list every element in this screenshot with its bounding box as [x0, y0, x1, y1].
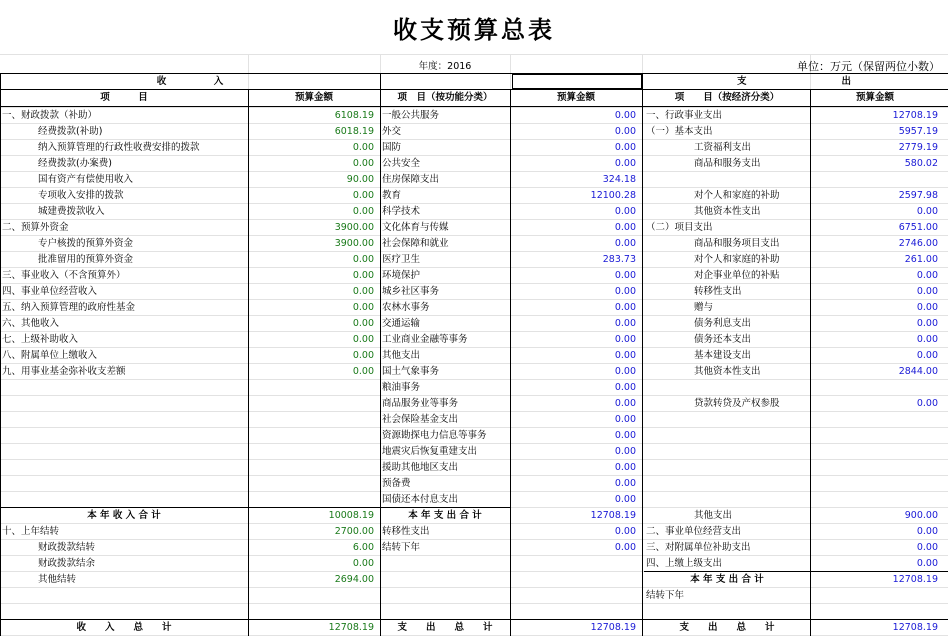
income-section-header: 收 入 — [156, 76, 224, 87]
amount-cell[interactable]: 0.00 — [352, 350, 374, 361]
amount-cell[interactable]: 6018.19 — [334, 126, 374, 137]
amount-cell[interactable]: 12100.28 — [590, 190, 636, 201]
amount-cell[interactable] — [510, 556, 642, 572]
item-cell[interactable] — [0, 604, 248, 620]
amount-cell[interactable]: 0.00 — [916, 270, 938, 281]
item-cell[interactable]: 六、其他收入 — [2, 318, 60, 329]
amount-cell[interactable] — [248, 460, 380, 476]
item-cell[interactable]: 商品和服务支出 — [694, 158, 761, 169]
amount-cell[interactable]: 0.00 — [352, 334, 374, 345]
item-cell[interactable]: 城建费拨款收入 — [38, 206, 105, 217]
amount-cell[interactable] — [248, 444, 380, 460]
amount-cell[interactable]: 12708.19 — [892, 574, 938, 585]
amount-cell[interactable] — [810, 460, 944, 476]
amount-cell[interactable] — [248, 428, 380, 444]
item-cell[interactable]: 四、上缴上级支出 — [646, 558, 723, 569]
item-cell[interactable]: 一般公共服务 — [382, 110, 440, 121]
item-cell[interactable]: 本 年 支 出 合 计 — [690, 574, 764, 585]
item-cell[interactable]: 九、用事业基金弥补收支差额 — [2, 366, 126, 377]
item-cell[interactable]: 其他资本性支出 — [694, 206, 761, 217]
amount-cell[interactable]: 0.00 — [916, 398, 938, 409]
item-cell[interactable]: 十、上年结转 — [2, 526, 60, 537]
item-cell[interactable]: 援助其他地区支出 — [382, 462, 459, 473]
item-cell[interactable]: 批准留用的预算外资金 — [38, 254, 134, 265]
amount-cell[interactable]: 0.00 — [614, 286, 636, 297]
item-cell[interactable] — [644, 412, 810, 428]
amount-cell[interactable] — [810, 444, 944, 460]
item-cell[interactable]: 医疗卫生 — [382, 254, 421, 265]
item-cell[interactable]: 支 出 总 计 — [397, 622, 493, 633]
amount-cell[interactable] — [510, 588, 642, 604]
amount-cell[interactable]: 0.00 — [614, 318, 636, 329]
item-cell[interactable] — [644, 444, 810, 460]
amount-cell[interactable]: 12708.19 — [892, 622, 938, 633]
amount-cell[interactable]: 2694.00 — [334, 574, 374, 585]
amount-cell[interactable] — [248, 588, 380, 604]
item-cell[interactable]: （一）基本支出 — [646, 126, 713, 137]
col-header-item: 项 目 — [100, 92, 148, 103]
item-cell[interactable] — [0, 428, 248, 444]
item-cell[interactable]: 其他支出 — [382, 350, 421, 361]
amount-cell[interactable]: 2779.19 — [898, 142, 938, 153]
item-cell[interactable]: 国土气象事务 — [382, 366, 440, 377]
border-line — [642, 73, 643, 636]
item-cell[interactable]: 国债还本付息支出 — [382, 494, 459, 505]
amount-cell[interactable] — [810, 380, 944, 396]
amount-cell[interactable] — [810, 412, 944, 428]
amount-cell[interactable]: 3900.00 — [334, 238, 374, 249]
amount-cell[interactable]: 0.00 — [916, 318, 938, 329]
amount-cell[interactable]: 0.00 — [614, 494, 636, 505]
amount-cell[interactable]: 0.00 — [614, 142, 636, 153]
amount-cell[interactable] — [248, 412, 380, 428]
item-cell[interactable]: 一、行政事业支出 — [646, 110, 723, 121]
border-line — [0, 106, 948, 107]
item-cell[interactable]: 八、附属单位上缴收入 — [2, 350, 98, 361]
item-cell[interactable]: 国防 — [382, 142, 402, 153]
amount-cell[interactable]: 0.00 — [916, 526, 938, 537]
item-cell[interactable]: 财政拨款结转 — [38, 542, 96, 553]
amount-cell[interactable]: 0.00 — [352, 158, 374, 169]
item-cell[interactable]: 三、对附属单位补助支出 — [646, 542, 751, 553]
item-cell[interactable]: 经费拨款(补助) — [38, 126, 103, 137]
item-cell[interactable]: 三、事业收入（不含预算外） — [2, 270, 126, 281]
item-cell[interactable]: 其他资本性支出 — [694, 366, 761, 377]
item-cell[interactable] — [644, 172, 810, 188]
item-cell[interactable]: 五、纳入预算管理的政府性基金 — [2, 302, 136, 313]
amount-cell[interactable]: 0.00 — [352, 366, 374, 377]
item-cell[interactable]: 交通运输 — [382, 318, 421, 329]
amount-cell[interactable]: 0.00 — [916, 334, 938, 345]
amount-cell[interactable]: 0.00 — [352, 558, 374, 569]
year-label: 年度：2016 — [418, 61, 472, 72]
amount-cell[interactable] — [810, 604, 944, 620]
item-cell[interactable]: 财政拨款结余 — [38, 558, 96, 569]
item-cell[interactable] — [0, 380, 248, 396]
amount-cell[interactable] — [810, 492, 944, 508]
selected-cell[interactable] — [512, 74, 642, 89]
amount-cell[interactable]: 0.00 — [614, 110, 636, 121]
item-cell[interactable]: 二、预算外资金 — [2, 222, 69, 233]
amount-cell[interactable]: 0.00 — [916, 302, 938, 313]
item-cell[interactable]: 预备费 — [382, 478, 411, 489]
item-cell[interactable]: 赠与 — [694, 302, 714, 313]
item-cell[interactable]: 城乡社区事务 — [382, 286, 440, 297]
amount-cell[interactable]: 12708.19 — [328, 622, 374, 633]
amount-cell[interactable]: 2700.00 — [334, 526, 374, 537]
item-cell[interactable]: 外交 — [382, 126, 402, 137]
col-header-amount-2: 预算金额 — [556, 92, 595, 103]
item-cell[interactable] — [644, 428, 810, 444]
item-cell[interactable]: 其他支出 — [694, 510, 733, 521]
amount-cell[interactable]: 0.00 — [614, 446, 636, 457]
amount-cell[interactable]: 3900.00 — [334, 222, 374, 233]
amount-cell[interactable]: 0.00 — [614, 478, 636, 489]
col-header-economic: 项 目（按经济分类） — [674, 92, 780, 103]
amount-cell[interactable]: 6.00 — [352, 542, 374, 553]
item-cell[interactable]: 对企事业单位的补贴 — [694, 270, 780, 281]
amount-cell[interactable] — [810, 172, 944, 188]
amount-cell[interactable] — [248, 604, 380, 620]
amount-cell[interactable]: 0.00 — [352, 270, 374, 281]
amount-cell[interactable] — [810, 476, 944, 492]
item-cell[interactable]: （二）项目支出 — [646, 222, 713, 233]
amount-cell[interactable]: 6108.19 — [334, 110, 374, 121]
amount-cell[interactable]: 0.00 — [916, 558, 938, 569]
item-cell[interactable]: 住房保障支出 — [382, 174, 440, 185]
item-cell[interactable] — [0, 492, 248, 508]
page-title: 收支预算总表 — [393, 16, 555, 44]
item-cell[interactable]: 债务利息支出 — [694, 318, 752, 329]
item-cell[interactable]: 收 入 总 计 — [76, 622, 172, 633]
item-cell[interactable]: 贷款转贷及产权参股 — [694, 398, 780, 409]
item-cell[interactable]: 转移性支出 — [382, 526, 430, 537]
amount-cell[interactable]: 0.00 — [614, 382, 636, 393]
amount-cell[interactable]: 10008.19 — [328, 510, 374, 521]
item-cell[interactable]: 国有资产有偿使用收入 — [38, 174, 134, 185]
amount-cell[interactable]: 0.00 — [916, 206, 938, 217]
item-cell[interactable]: 一、财政拨款（补助） — [2, 110, 98, 121]
item-cell[interactable] — [0, 460, 248, 476]
expense-section-header: 支 出 — [736, 76, 851, 87]
col-header-amount-3: 预算金额 — [855, 92, 894, 103]
item-cell[interactable] — [380, 604, 510, 620]
amount-cell[interactable]: 0.00 — [352, 286, 374, 297]
amount-cell[interactable]: 0.00 — [614, 238, 636, 249]
item-cell[interactable]: 地震灾后恢复重建支出 — [382, 446, 478, 457]
item-cell[interactable]: 商品和服务项目支出 — [694, 238, 780, 249]
item-cell[interactable]: 其他结转 — [38, 574, 77, 585]
amount-cell[interactable]: 0.00 — [614, 542, 636, 553]
item-cell[interactable]: 粮油事务 — [382, 382, 421, 393]
amount-cell[interactable]: 0.00 — [916, 542, 938, 553]
amount-cell[interactable]: 6751.00 — [898, 222, 938, 233]
amount-cell[interactable]: 0.00 — [614, 270, 636, 281]
item-cell[interactable]: 四、事业单位经营收入 — [2, 286, 98, 297]
item-cell[interactable]: 文化体育与传媒 — [382, 222, 449, 233]
item-cell[interactable] — [644, 460, 810, 476]
item-cell[interactable]: 资源勘探电力信息等事务 — [382, 430, 487, 441]
item-cell[interactable]: 七、上级补助收入 — [2, 334, 79, 345]
amount-cell[interactable]: 0.00 — [614, 398, 636, 409]
amount-cell[interactable]: 5957.19 — [898, 126, 938, 137]
item-cell[interactable]: 纳入预算管理的行政性收费安排的拨款 — [38, 142, 200, 153]
amount-cell[interactable] — [810, 588, 944, 604]
item-cell[interactable]: 教育 — [382, 190, 402, 201]
item-cell[interactable]: 对个人和家庭的补助 — [694, 190, 780, 201]
item-cell[interactable] — [380, 588, 510, 604]
amount-cell[interactable]: 12708.19 — [590, 510, 636, 521]
amount-cell[interactable]: 0.00 — [614, 158, 636, 169]
item-cell[interactable]: 债务还本支出 — [694, 334, 752, 345]
item-cell[interactable]: 工资福利支出 — [694, 142, 752, 153]
amount-cell[interactable] — [248, 476, 380, 492]
col-header-function: 项 目（按功能分类） — [397, 92, 493, 103]
amount-cell[interactable]: 2597.98 — [898, 190, 938, 201]
amount-cell[interactable]: 0.00 — [352, 190, 374, 201]
amount-cell[interactable] — [248, 380, 380, 396]
item-cell[interactable]: 支 出 总 计 — [679, 622, 775, 633]
amount-cell[interactable]: 0.00 — [614, 334, 636, 345]
item-cell[interactable] — [644, 476, 810, 492]
item-cell[interactable]: 经费拨款(办案费) — [38, 158, 112, 169]
amount-cell[interactable]: 0.00 — [352, 206, 374, 217]
amount-cell[interactable]: 0.00 — [614, 414, 636, 425]
amount-cell[interactable]: 261.00 — [904, 254, 938, 265]
amount-cell[interactable]: 0.00 — [614, 302, 636, 313]
amount-cell[interactable]: 0.00 — [916, 350, 938, 361]
amount-cell[interactable]: 0.00 — [352, 142, 374, 153]
item-cell[interactable] — [380, 572, 510, 588]
item-cell[interactable] — [0, 412, 248, 428]
amount-cell[interactable]: 0.00 — [614, 526, 636, 537]
amount-cell[interactable]: 12708.19 — [590, 622, 636, 633]
item-cell[interactable]: 商品服务业等事务 — [382, 398, 459, 409]
amount-cell[interactable]: 900.00 — [904, 510, 938, 521]
amount-cell[interactable]: 580.02 — [904, 158, 938, 169]
amount-cell[interactable] — [510, 572, 642, 588]
amount-cell[interactable]: 0.00 — [614, 462, 636, 473]
item-cell[interactable]: 专户核拨的预算外资金 — [38, 238, 134, 249]
item-cell[interactable]: 本 年 收 入 合 计 — [87, 510, 161, 521]
amount-cell[interactable]: 0.00 — [352, 254, 374, 265]
item-cell[interactable]: 结转下年 — [382, 542, 421, 553]
unit-label: 单位：万元（保留两位小数） — [797, 60, 940, 73]
amount-cell[interactable] — [810, 428, 944, 444]
item-cell[interactable]: 二、事业单位经营支出 — [646, 526, 742, 537]
amount-cell[interactable] — [510, 604, 642, 620]
amount-cell[interactable]: 283.73 — [602, 254, 636, 265]
amount-cell[interactable]: 0.00 — [352, 318, 374, 329]
item-cell[interactable]: 公共安全 — [382, 158, 421, 169]
item-cell[interactable]: 科学技术 — [382, 206, 421, 217]
amount-cell[interactable]: 0.00 — [614, 222, 636, 233]
item-cell[interactable]: 专项收入安排的拨款 — [38, 190, 124, 201]
item-cell[interactable]: 工业商业金融等事务 — [382, 334, 468, 345]
item-cell[interactable]: 本 年 支 出 合 计 — [408, 510, 482, 521]
item-cell[interactable] — [644, 380, 810, 396]
item-cell[interactable] — [0, 396, 248, 412]
item-cell[interactable] — [644, 604, 810, 620]
amount-cell[interactable]: 0.00 — [352, 302, 374, 313]
amount-cell[interactable]: 90.00 — [346, 174, 374, 185]
amount-cell[interactable]: 0.00 — [614, 126, 636, 137]
item-cell[interactable] — [0, 476, 248, 492]
item-cell[interactable]: 对个人和家庭的补助 — [694, 254, 780, 265]
amount-cell[interactable] — [248, 492, 380, 508]
amount-cell[interactable]: 0.00 — [614, 430, 636, 441]
col-header-amount-1: 预算金额 — [294, 92, 333, 103]
amount-cell[interactable]: 2746.00 — [898, 238, 938, 249]
item-cell[interactable]: 环境保护 — [382, 270, 421, 281]
row-line — [0, 54, 948, 55]
item-cell[interactable]: 社会保险基金支出 — [382, 414, 459, 425]
amount-cell[interactable]: 0.00 — [614, 206, 636, 217]
amount-cell[interactable]: 0.00 — [916, 286, 938, 297]
amount-cell[interactable]: 12708.19 — [892, 110, 938, 121]
amount-cell[interactable]: 0.00 — [614, 350, 636, 361]
amount-cell[interactable]: 2844.00 — [898, 366, 938, 377]
item-cell[interactable]: 基本建设支出 — [694, 350, 752, 361]
amount-cell[interactable]: 324.18 — [602, 174, 636, 185]
item-cell[interactable] — [380, 556, 510, 572]
item-cell[interactable] — [0, 588, 248, 604]
amount-cell[interactable]: 0.00 — [614, 366, 636, 377]
item-cell[interactable]: 农林水事务 — [382, 302, 430, 313]
amount-cell[interactable] — [248, 396, 380, 412]
item-cell[interactable] — [644, 492, 810, 508]
item-cell[interactable]: 结转下年 — [646, 590, 685, 601]
item-cell[interactable]: 社会保障和就业 — [382, 238, 449, 249]
item-cell[interactable] — [0, 444, 248, 460]
item-cell[interactable]: 转移性支出 — [694, 286, 742, 297]
